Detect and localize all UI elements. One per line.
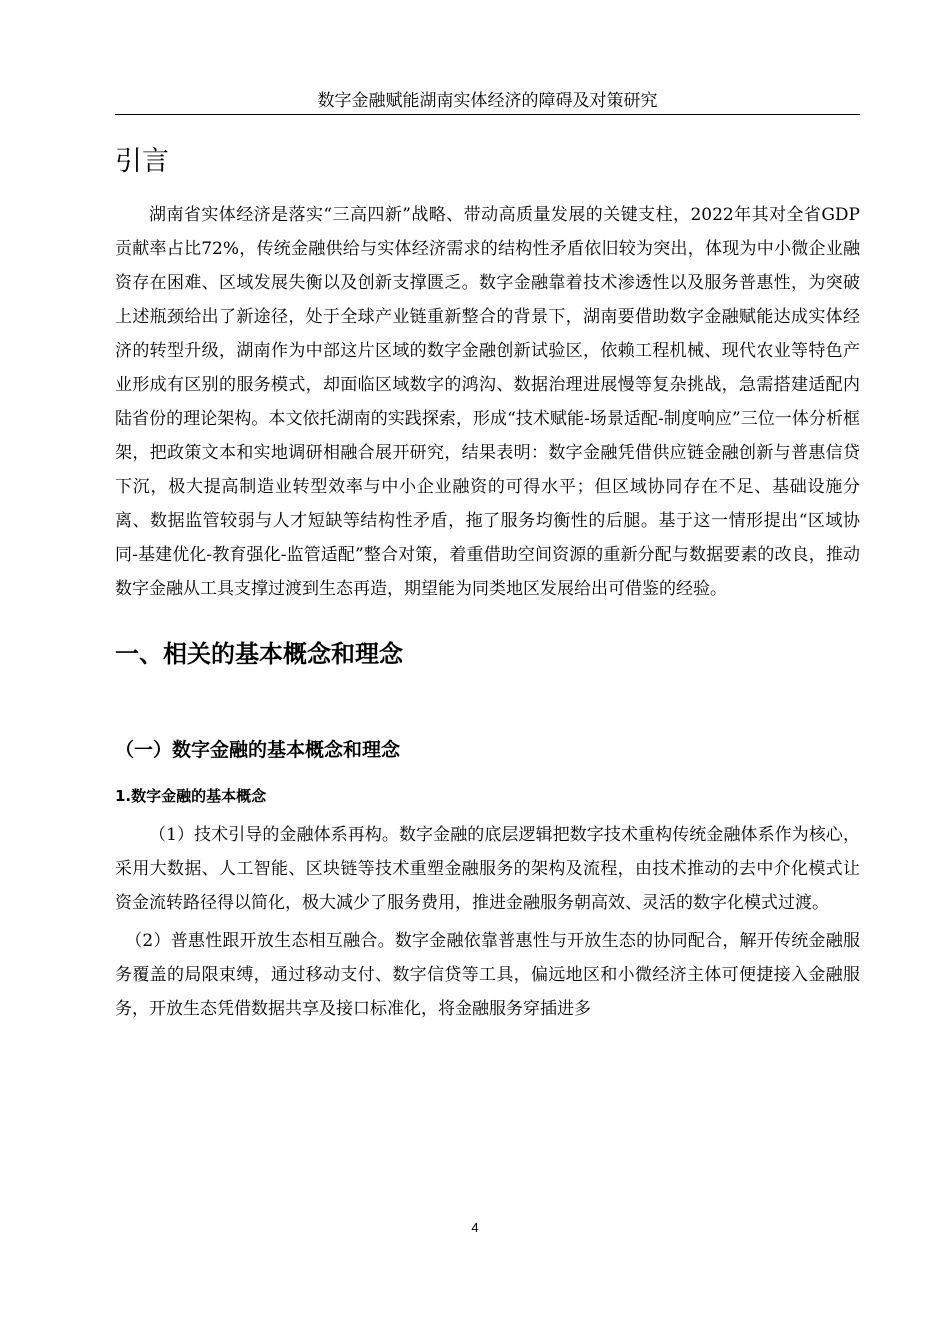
header-divider	[115, 114, 860, 115]
running-header-title: 数字金融赋能湖南实体经济的障碍及对策研究	[317, 91, 658, 111]
section-1-heading: 一、相关的基本概念和理念	[115, 640, 403, 668]
item-1-paragraph-1: （1）技术引导的金融体系再构。数字金融的底层逻辑把数字技术重构传统金融体系作为核心，采用大数据、人工智能、区块链等技术重塑金融服务的架构及流程，由技术推动的去中介化模式让资金流转路径得以简化，极大减少了服务费用，推进金融服务朝高效、灵活的数字化模式过渡。	[115, 825, 860, 913]
item-1-heading: 1.数字金融的基本概念	[115, 787, 267, 805]
page-number: 4	[471, 1220, 479, 1235]
intro-paragraph: 湖南省实体经济是落实“三高四新”战略、带动高质量发展的关键支柱，2022年其对全省GDP贡献率占比72%，传统金融供给与实体经济需求的结构性矛盾依旧较为突出，体现为中小微企业融资存在困难、区域发展失衡以及创新支撑匮乏。数字金融靠着技术渗透性以及服务普惠性，为突破上述瓶颈给出了新途径，处于全球产业链重新整合的背景下，湖南要借助数字金融赋能达成实体经济的转型升级，湖南作为中部这片区域的数字金融创新试验区，依赖工程机械、现代农业等特色产业形成有区别的服务模式，却面临区域数字的鸿沟、数据治理进展慢等复杂挑战，急需搭建适配内陆省份的理论架构。本文依托湖南的实践探索，形成“技术赋能-场景适配-制度响应”三位一体分析框架，把政策文本和实地调研相融合展开研究，结果表明：数字金融凭借供应链金融创新与普惠信贷下沉，极大提高制造业转型效率与中小企业融资的可得水平；但区域协同存在不足、基础设施分离、数据监管较弱与人才短缺等结构性矛盾，拖了服务均衡性的后腿。基于这一情形提出“区域协同-基建优化-教育强化-监管适配”整合对策，着重借助空间资源的重新分配与数据要素的改良，推动数字金融从工具支撑过渡到生态再造，期望能为同类地区发展给出可借鉴的经验。	[115, 205, 860, 599]
intro-heading: 引言	[115, 146, 169, 177]
subsection-1-heading: （一）数字金融的基本概念和理念	[115, 739, 401, 761]
item-1-paragraph-2: （2）普惠性跟开放生态相互融合。数字金融依靠普惠性与开放生态的协同配合，解开传统金融服务覆盖的局限束缚，通过移动支付、数字信贷等工具，偏远地区和小微经济主体可便捷接入金融服务，开放生态凭借数据共享及接口标准化，将金融服务穿插进多	[115, 931, 860, 1019]
page-body	[115, 140, 860, 1026]
